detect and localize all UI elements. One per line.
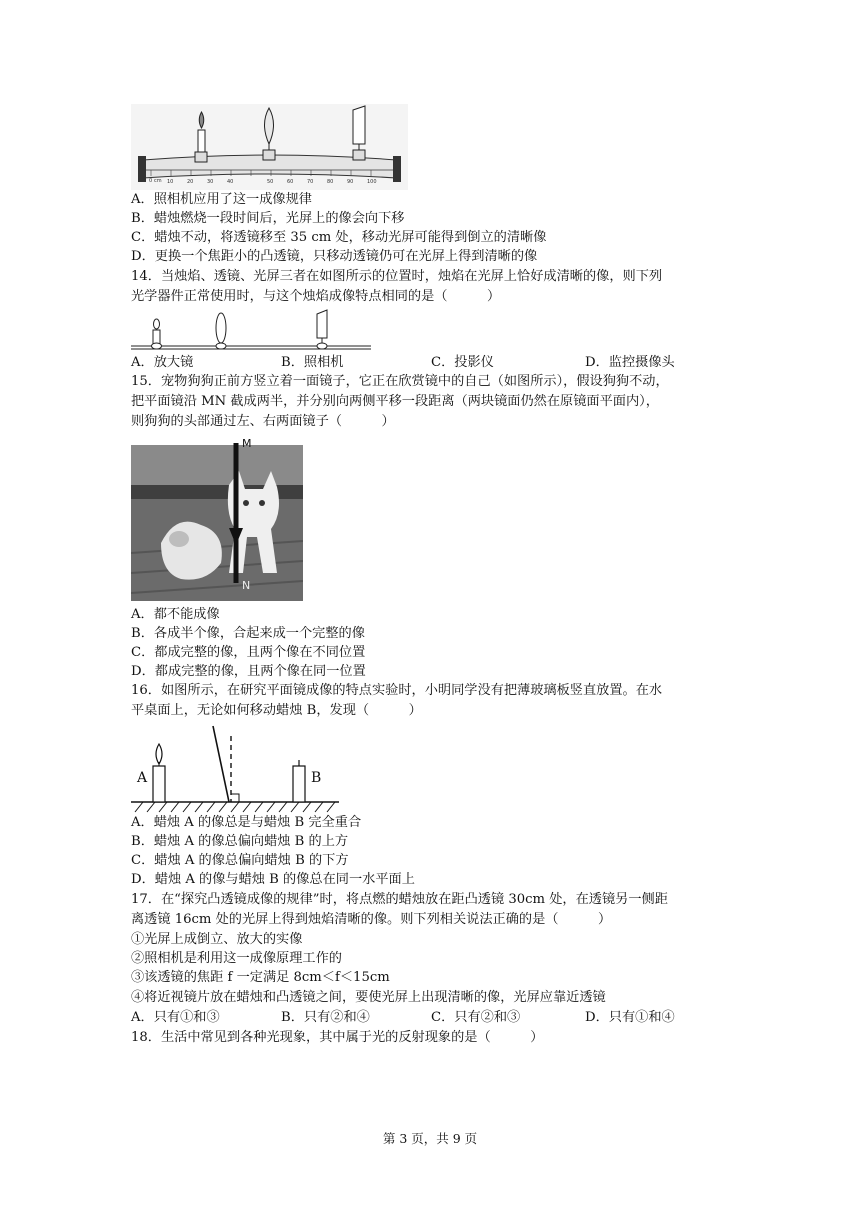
q16-option-d: D．蜡烛 A 的像与蜡烛 B 的像总在同一水平面上 <box>131 872 415 887</box>
candle-lens-screen-figure <box>131 308 375 354</box>
ruler-label: 30 <box>207 179 214 185</box>
ruler-label: 20 <box>187 179 194 185</box>
q15-option-c: C．都成完整的像，且两个像在不同位置 <box>131 645 366 660</box>
q13-option-b: B．蜡烛燃烧一段时间后，光屏上的像会向下移 <box>131 211 405 226</box>
q14-stem-line-1: 14．当烛焰、透镜、光屏三者在如图所示的位置时，烛焰在光屏上恰好成清晰的像，则下列 <box>131 269 663 284</box>
dog-mirror-photo <box>131 433 303 605</box>
q16-stem-line-2: 平桌面上，无论如何移动蜡烛 B，发现（ ） <box>131 703 422 718</box>
q17-stem-line-1: 17．在“探究凸透镜成像的规律”时，将点燃的蜡烛放在距凸透镜 30cm 处，在透镜另一侧距 <box>131 892 668 907</box>
label-a: A <box>137 770 148 786</box>
q16-stem-line-1: 16．如图所示，在研究平面镜成像的特点实验时，小明同学没有把薄玻璃板竖直放置。在水 <box>131 683 663 698</box>
ruler-label: 70 <box>307 179 314 185</box>
q14-options <box>131 354 731 372</box>
optical-bench-figure <box>131 104 408 190</box>
q15-stem-line-3: 则狗狗的头部通过左、右两面镜子（ ） <box>131 414 395 429</box>
q17-statement-3: ③该透镜的焦距 f 一定满足 8cm＜f＜15cm <box>131 970 390 985</box>
q16-option-b: B．蜡烛 A 的像总偏向蜡烛 B 的上方 <box>131 834 349 849</box>
q14-stem-line-2: 光学器件正常使用时，与这个烛焰成像特点相同的是（ ） <box>131 289 501 304</box>
q16-option-c: C．蜡烛 A 的像总偏向蜡烛 B 的下方 <box>131 853 349 868</box>
ruler-label: 100 <box>367 179 377 185</box>
q15-option-a: A．都不能成像 <box>131 607 220 622</box>
q17-statement-4: ④将近视镜片放在蜡烛和凸透镜之间，要使光屏上出现清晰的像，光屏应靠近透镜 <box>131 990 606 1005</box>
q17-statement-2: ②照相机是利用这一成像原理工作的 <box>131 951 342 966</box>
q14-option-d: D．监控摄像头 <box>585 355 675 370</box>
ruler-label: cm <box>154 178 162 184</box>
label-b: B <box>311 770 322 786</box>
q15-option-d: D．都成完整的像，且两个像在同一位置 <box>131 664 366 679</box>
q13-option-d: D．更换一个焦距小的凸透镜，只移动透镜仍可在光屏上得到清晰的像 <box>131 249 538 264</box>
ruler-label: 40 <box>227 179 234 185</box>
q14-option-c: C．投影仪 <box>431 355 494 370</box>
q15-stem-line-2: 把平面镜沿 MN 截成两半，并分别向两侧平移一段距离（两块镜面仍然在原镜面平面内）， <box>131 394 659 409</box>
q18-stem-line-1: 18．生活中常见到各种光现象，其中属于光的反射现象的是（ ） <box>131 1030 544 1045</box>
q17-option-d: D．只有①和④ <box>585 1010 675 1025</box>
q14-option-a: A．放大镜 <box>131 355 194 370</box>
label-m: M <box>242 437 252 450</box>
page-number: 第 3 页，共 9 页 <box>382 1131 478 1146</box>
label-n: N <box>242 579 251 592</box>
q17-statement-1: ①光屏上成倒立、放大的实像 <box>131 932 303 947</box>
q15-stem-line-1: 15．宠物狗狗正前方竖立着一面镜子，它正在欣赏镜中的自己（如图所示），假设狗狗不动， <box>131 374 669 389</box>
q17-option-c: C．只有②和③ <box>431 1010 521 1025</box>
q15-option-b: B．各成半个像，合起来成一个完整的像 <box>131 626 365 641</box>
ruler-label: 50 <box>267 179 274 185</box>
q14-option-b: B．照相机 <box>281 355 344 370</box>
ruler-label: 90 <box>347 179 354 185</box>
q17-stem-line-2: 离透镜 16cm 处的光屏上得到烛焰清晰的像。则下列相关说法正确的是（ ） <box>131 912 612 927</box>
ruler-label: 10 <box>167 179 174 185</box>
q13-option-c: C．蜡烛不动，将透镜移至 35 cm 处，移动光屏可能得到倒立的清晰像 <box>131 230 547 245</box>
q17-option-b: B．只有②和④ <box>281 1010 370 1025</box>
q17-options <box>131 1009 731 1027</box>
ruler-label: 80 <box>327 179 334 185</box>
q16-option-a: A．蜡烛 A 的像总是与蜡烛 B 完全重合 <box>131 815 362 830</box>
q17-option-a: A．只有①和③ <box>131 1010 220 1025</box>
ruler-label: 0 <box>149 178 153 184</box>
ruler-label: 60 <box>287 179 294 185</box>
tilted-glass-figure <box>131 724 343 814</box>
q13-option-a: A．照相机应用了这一成像规律 <box>131 192 312 207</box>
